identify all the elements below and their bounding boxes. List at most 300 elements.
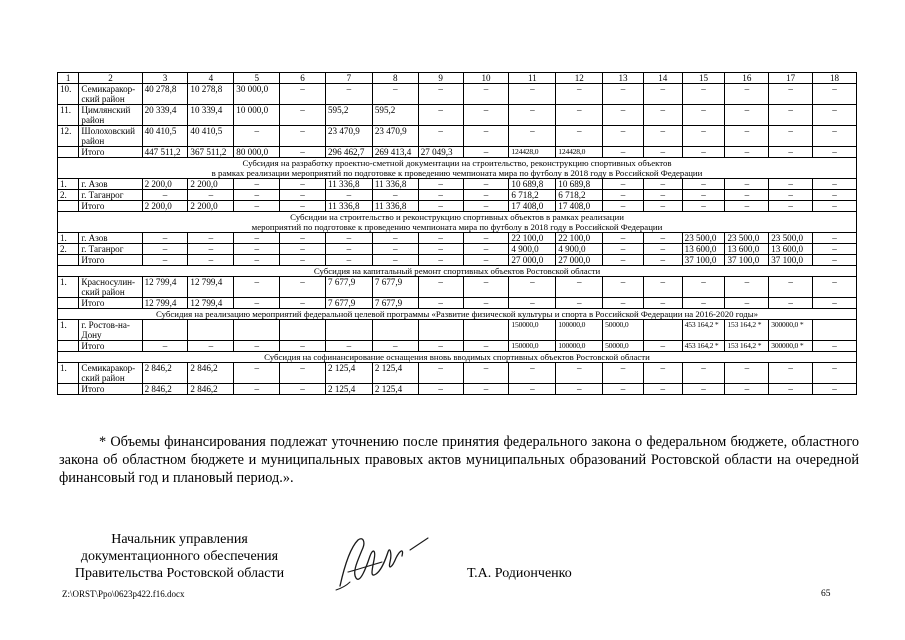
section-title-line: в рамках реализации мероприятий по подготовке к проведению чемпионата мира по футболу в 2018 году в Российской Федерации — [211, 168, 703, 178]
municipality-cell: Итого — [79, 255, 142, 266]
value-cell: – — [463, 190, 509, 201]
row-number-cell — [58, 384, 79, 395]
value-cell: – — [603, 277, 644, 298]
value-cell: – — [418, 341, 463, 352]
value-cell: – — [509, 126, 556, 147]
value-cell: – — [643, 244, 682, 255]
section-title-line: Субсидии на строительство и реконструкцию спортивных объектов в рамках реализации — [290, 212, 624, 222]
value-cell: 27 049,3 — [418, 147, 463, 158]
section-title — [58, 352, 857, 363]
value-cell: – — [682, 84, 725, 105]
value-cell: – — [326, 84, 373, 105]
value-cell: 269 413,4 — [372, 147, 418, 158]
value-cell: – — [725, 84, 769, 105]
value-cell: – — [280, 341, 326, 352]
municipality-cell: Семикаракор-ский район — [79, 363, 142, 384]
section-header-row — [58, 158, 857, 179]
table-row — [58, 233, 857, 244]
value-cell: – — [769, 201, 813, 212]
value-cell: 40 278,8 — [142, 84, 188, 105]
value-cell: – — [326, 190, 373, 201]
value-cell: 50000,0 — [603, 320, 644, 341]
value-cell: – — [418, 298, 463, 309]
value-cell: 2 846,2 — [188, 363, 234, 384]
column-number: 11 — [509, 73, 556, 84]
value-cell: – — [556, 105, 603, 126]
municipality-cell: г. Азов — [79, 179, 142, 190]
value-cell: – — [769, 84, 813, 105]
value-cell: – — [188, 244, 234, 255]
value-cell: – — [418, 105, 463, 126]
value-cell: – — [725, 190, 769, 201]
value-cell: 4 900,0 — [556, 244, 603, 255]
value-cell: – — [463, 147, 509, 158]
value-cell: 40 410,5 — [188, 126, 234, 147]
value-cell: 11 336,8 — [326, 201, 373, 212]
value-cell — [326, 320, 373, 341]
value-cell: – — [463, 244, 509, 255]
value-cell: 6 718,2 — [556, 190, 603, 201]
value-cell: – — [769, 179, 813, 190]
section-header-row — [58, 266, 857, 277]
table-row — [58, 84, 857, 105]
value-cell: – — [603, 105, 644, 126]
value-cell — [188, 320, 234, 341]
value-cell: – — [682, 179, 725, 190]
table-row — [58, 201, 857, 212]
value-cell: – — [280, 277, 326, 298]
row-number-cell: 1. — [58, 363, 79, 384]
value-cell: – — [813, 341, 857, 352]
column-number: 13 — [603, 73, 644, 84]
value-cell: – — [463, 105, 509, 126]
value-cell: – — [234, 126, 280, 147]
column-number: 18 — [813, 73, 857, 84]
value-cell: – — [725, 179, 769, 190]
value-cell: – — [372, 190, 418, 201]
value-cell: 4 900,0 — [509, 244, 556, 255]
value-cell: – — [372, 255, 418, 266]
value-cell: – — [280, 255, 326, 266]
subsidy-table — [57, 72, 857, 395]
value-cell: – — [418, 244, 463, 255]
value-cell: 7 677,9 — [372, 277, 418, 298]
value-cell: – — [643, 126, 682, 147]
value-cell: 23 500,0 — [725, 233, 769, 244]
value-cell: – — [234, 233, 280, 244]
table-row — [58, 255, 857, 266]
row-number-cell: 1. — [58, 277, 79, 298]
value-cell: 30 000,0 — [234, 84, 280, 105]
table-row — [58, 363, 857, 384]
value-cell: – — [643, 363, 682, 384]
column-number: 1 — [58, 73, 79, 84]
value-cell: 11 336,8 — [372, 179, 418, 190]
value-cell: – — [603, 384, 644, 395]
value-cell: – — [234, 363, 280, 384]
value-cell: 595,2 — [326, 105, 373, 126]
value-cell: 17 408,0 — [556, 201, 603, 212]
value-cell: 23 470,9 — [326, 126, 373, 147]
value-cell: 296 462,7 — [326, 147, 373, 158]
value-cell: – — [372, 233, 418, 244]
value-cell: 300000,0 * — [769, 341, 813, 352]
page-number: 65 — [821, 589, 831, 599]
column-number: 7 — [326, 73, 373, 84]
value-cell: – — [234, 244, 280, 255]
value-cell: 20 339,4 — [142, 105, 188, 126]
column-number-row — [58, 73, 857, 84]
municipality-cell: Итого — [79, 341, 142, 352]
row-number-cell: 11. — [58, 105, 79, 126]
section-title — [58, 266, 857, 277]
value-cell: – — [725, 384, 769, 395]
value-cell: 2 125,4 — [326, 363, 373, 384]
value-cell: – — [769, 277, 813, 298]
value-cell: 300000,0 * — [769, 320, 813, 341]
value-cell: – — [603, 244, 644, 255]
value-cell — [418, 320, 463, 341]
table-row — [58, 147, 857, 158]
file-path: Z:\ORST\Ppo\0623p422.f16.docx — [62, 589, 185, 599]
value-cell: – — [418, 363, 463, 384]
value-cell: 150000,0 — [509, 341, 556, 352]
column-number: 8 — [372, 73, 418, 84]
value-cell: 7 677,9 — [326, 298, 373, 309]
row-number-cell — [58, 201, 79, 212]
table-row — [58, 126, 857, 147]
column-number: 10 — [463, 73, 509, 84]
value-cell: – — [643, 277, 682, 298]
table-row — [58, 384, 857, 395]
value-cell: – — [234, 255, 280, 266]
row-number-cell: 1. — [58, 320, 79, 341]
row-number-cell: 2. — [58, 244, 79, 255]
column-number: 14 — [643, 73, 682, 84]
value-cell: 453 164,2 * — [682, 341, 725, 352]
value-cell: 23 470,9 — [372, 126, 418, 147]
value-cell: – — [509, 105, 556, 126]
row-number-cell: 12. — [58, 126, 79, 147]
column-number: 12 — [556, 73, 603, 84]
value-cell: – — [234, 277, 280, 298]
value-cell — [142, 320, 188, 341]
value-cell: – — [509, 298, 556, 309]
municipality-cell: г. Азов — [79, 233, 142, 244]
row-number-cell: 2. — [58, 190, 79, 201]
value-cell: – — [813, 84, 857, 105]
row-number-cell — [58, 255, 79, 266]
value-cell: – — [813, 244, 857, 255]
value-cell: – — [509, 363, 556, 384]
value-cell: – — [280, 233, 326, 244]
value-cell: 10 689,8 — [556, 179, 603, 190]
value-cell — [280, 320, 326, 341]
value-cell: 7 677,9 — [326, 277, 373, 298]
value-cell: 12 799,4 — [142, 298, 188, 309]
value-cell: – — [280, 298, 326, 309]
section-title — [58, 212, 857, 233]
value-cell: 12 799,4 — [188, 298, 234, 309]
value-cell: – — [725, 277, 769, 298]
value-cell: – — [280, 147, 326, 158]
value-cell: – — [643, 201, 682, 212]
value-cell: 453 164,2 * — [682, 320, 725, 341]
table-row — [58, 298, 857, 309]
value-cell: – — [509, 384, 556, 395]
value-cell: – — [372, 84, 418, 105]
value-cell: – — [603, 190, 644, 201]
column-number: 4 — [188, 73, 234, 84]
value-cell: 2 200,0 — [188, 179, 234, 190]
value-cell: – — [725, 147, 769, 158]
value-cell: 23 500,0 — [769, 233, 813, 244]
value-cell: – — [643, 105, 682, 126]
value-cell: 447 511,2 — [142, 147, 188, 158]
municipality-cell: Итого — [79, 147, 142, 158]
value-cell: 23 500,0 — [682, 233, 725, 244]
value-cell: – — [725, 201, 769, 212]
value-cell: – — [142, 244, 188, 255]
value-cell: – — [326, 233, 373, 244]
value-cell: 50000,0 — [603, 341, 644, 352]
column-number: 3 — [142, 73, 188, 84]
value-cell: 10 689,8 — [509, 179, 556, 190]
value-cell: 367 511,2 — [188, 147, 234, 158]
row-number-cell: 1. — [58, 233, 79, 244]
value-cell: 17 408,0 — [509, 201, 556, 212]
value-cell: – — [280, 126, 326, 147]
value-cell: – — [463, 255, 509, 266]
signatory-title — [62, 531, 297, 582]
value-cell: – — [280, 179, 326, 190]
municipality-cell: Итого — [79, 384, 142, 395]
value-cell: – — [769, 384, 813, 395]
value-cell: – — [234, 179, 280, 190]
value-cell: 11 336,8 — [372, 201, 418, 212]
row-number-cell — [58, 341, 79, 352]
value-cell: 150000,0 — [509, 320, 556, 341]
value-cell: – — [682, 105, 725, 126]
table-row — [58, 320, 857, 341]
signatory-title-line: документационного обеспечения — [80, 549, 279, 564]
value-cell: – — [813, 126, 857, 147]
value-cell: – — [682, 277, 725, 298]
value-cell: – — [234, 341, 280, 352]
value-cell: – — [769, 298, 813, 309]
value-cell: 12 799,4 — [188, 277, 234, 298]
value-cell: – — [280, 384, 326, 395]
value-cell — [372, 320, 418, 341]
value-cell: – — [509, 84, 556, 105]
section-header-row — [58, 352, 857, 363]
table-row — [58, 244, 857, 255]
value-cell: – — [418, 190, 463, 201]
value-cell: – — [188, 255, 234, 266]
value-cell: – — [142, 255, 188, 266]
value-cell: – — [769, 126, 813, 147]
value-cell: – — [643, 298, 682, 309]
value-cell: – — [682, 126, 725, 147]
value-cell: – — [643, 233, 682, 244]
footnote — [59, 433, 859, 487]
section-title-line: Субсидия на разработку проектно-сметной документации на строительство, реконструкцию спортивных объектов — [242, 158, 672, 168]
value-cell: – — [280, 84, 326, 105]
value-cell: – — [682, 201, 725, 212]
value-cell: – — [326, 255, 373, 266]
value-cell: 7 677,9 — [372, 298, 418, 309]
value-cell: – — [813, 363, 857, 384]
value-cell: – — [769, 190, 813, 201]
value-cell: 11 336,8 — [326, 179, 373, 190]
value-cell: 37 100,0 — [725, 255, 769, 266]
value-cell: – — [682, 190, 725, 201]
value-cell: – — [142, 233, 188, 244]
value-cell: – — [603, 255, 644, 266]
value-cell — [463, 320, 509, 341]
value-cell: 12 799,4 — [142, 277, 188, 298]
value-cell: – — [280, 190, 326, 201]
value-cell: 22 100,0 — [556, 233, 603, 244]
value-cell: 2 125,4 — [372, 363, 418, 384]
municipality-cell: Цимлянский район — [79, 105, 142, 126]
signatory-title-line: Начальник управления — [111, 532, 248, 547]
value-cell: – — [280, 363, 326, 384]
value-cell: – — [643, 147, 682, 158]
value-cell: – — [418, 255, 463, 266]
value-cell: – — [769, 147, 813, 158]
section-title — [58, 309, 857, 320]
municipality-cell: Семикаракор-ский район — [79, 84, 142, 105]
value-cell: – — [463, 233, 509, 244]
value-cell: 10 339,4 — [188, 105, 234, 126]
value-cell: – — [188, 190, 234, 201]
value-cell: – — [280, 105, 326, 126]
value-cell: – — [682, 363, 725, 384]
table-row — [58, 341, 857, 352]
value-cell: – — [556, 277, 603, 298]
value-cell: 10 278,8 — [188, 84, 234, 105]
value-cell: – — [603, 147, 644, 158]
value-cell — [813, 320, 857, 341]
value-cell: – — [813, 179, 857, 190]
section-header-row — [58, 212, 857, 233]
table-row — [58, 179, 857, 190]
value-cell: – — [813, 384, 857, 395]
value-cell: – — [142, 190, 188, 201]
value-cell: – — [463, 298, 509, 309]
value-cell: 100000,0 — [556, 320, 603, 341]
value-cell — [643, 320, 682, 341]
value-cell: 40 410,5 — [142, 126, 188, 147]
value-cell: – — [418, 201, 463, 212]
value-cell: – — [418, 233, 463, 244]
value-cell: – — [725, 105, 769, 126]
value-cell: 2 200,0 — [188, 201, 234, 212]
value-cell: – — [603, 363, 644, 384]
value-cell: – — [643, 84, 682, 105]
value-cell: – — [813, 255, 857, 266]
table-row — [58, 105, 857, 126]
column-number: 17 — [769, 73, 813, 84]
value-cell: 13 600,0 — [682, 244, 725, 255]
value-cell: – — [556, 384, 603, 395]
value-cell: 22 100,0 — [509, 233, 556, 244]
row-number-cell — [58, 147, 79, 158]
signatory-name: Т.А. Родионченко — [467, 566, 572, 581]
value-cell: 37 100,0 — [769, 255, 813, 266]
value-cell: – — [418, 179, 463, 190]
column-number: 5 — [234, 73, 280, 84]
value-cell: – — [418, 126, 463, 147]
municipality-cell: г. Таганрог — [79, 190, 142, 201]
signatory-title-line: Правительства Ростовской области — [74, 566, 285, 581]
municipality-cell: Итого — [79, 298, 142, 309]
value-cell: 13 600,0 — [725, 244, 769, 255]
row-number-cell: 1. — [58, 179, 79, 190]
value-cell: – — [769, 105, 813, 126]
value-cell: 595,2 — [372, 105, 418, 126]
value-cell: – — [556, 126, 603, 147]
value-cell: – — [725, 298, 769, 309]
section-title-line: Субсидия на капитальный ремонт спортивных объектов Ростовской области — [313, 266, 601, 276]
column-number: 2 — [79, 73, 142, 84]
section-title-line: мероприятий по подготовке к проведению чемпионата мира по футболу в 2018 году в Российской Федерации — [251, 222, 663, 232]
column-number: 9 — [418, 73, 463, 84]
value-cell: – — [603, 233, 644, 244]
section-title-line: Субсидия на софинансирование оснащения вновь вводимых спортивных объектов Ростовской области — [264, 352, 650, 362]
value-cell: – — [463, 341, 509, 352]
column-number: 15 — [682, 73, 725, 84]
value-cell: 10 000,0 — [234, 105, 280, 126]
value-cell: – — [372, 244, 418, 255]
value-cell: – — [556, 363, 603, 384]
column-number: 6 — [280, 73, 326, 84]
value-cell: – — [603, 126, 644, 147]
value-cell: – — [769, 363, 813, 384]
table-row — [58, 190, 857, 201]
value-cell: – — [643, 179, 682, 190]
value-cell: 37 100,0 — [682, 255, 725, 266]
municipality-cell: Итого — [79, 201, 142, 212]
value-cell: 2 125,4 — [372, 384, 418, 395]
value-cell: – — [418, 84, 463, 105]
value-cell: – — [509, 277, 556, 298]
value-cell: – — [326, 244, 373, 255]
municipality-cell: г. Ростов-на-Дону — [79, 320, 142, 341]
table-row — [58, 277, 857, 298]
footnote-text: * Объемы финансирования подлежат уточнению после принятия федерального закона о федеральном бюджете, областного закона об областном бюджете и муниципальных правовых актов муниципальных образований Ростовской области на очередной финансовый год и плановый период.». — [59, 434, 859, 486]
municipality-cell: Шолоховский район — [79, 126, 142, 147]
value-cell: – — [463, 84, 509, 105]
value-cell: – — [725, 126, 769, 147]
municipality-cell: г. Таганрог — [79, 244, 142, 255]
value-cell: – — [643, 341, 682, 352]
value-cell: – — [603, 179, 644, 190]
value-cell: 2 846,2 — [142, 363, 188, 384]
value-cell: – — [813, 190, 857, 201]
handwritten-signature — [330, 528, 440, 598]
value-cell: – — [813, 201, 857, 212]
section-header-row — [58, 309, 857, 320]
value-cell: 153 164,2 * — [725, 341, 769, 352]
value-cell: – — [142, 341, 188, 352]
value-cell: – — [643, 255, 682, 266]
municipality-cell: Красносулин-ский район — [79, 277, 142, 298]
value-cell: – — [603, 201, 644, 212]
value-cell: – — [813, 105, 857, 126]
value-cell: 27 000,0 — [556, 255, 603, 266]
